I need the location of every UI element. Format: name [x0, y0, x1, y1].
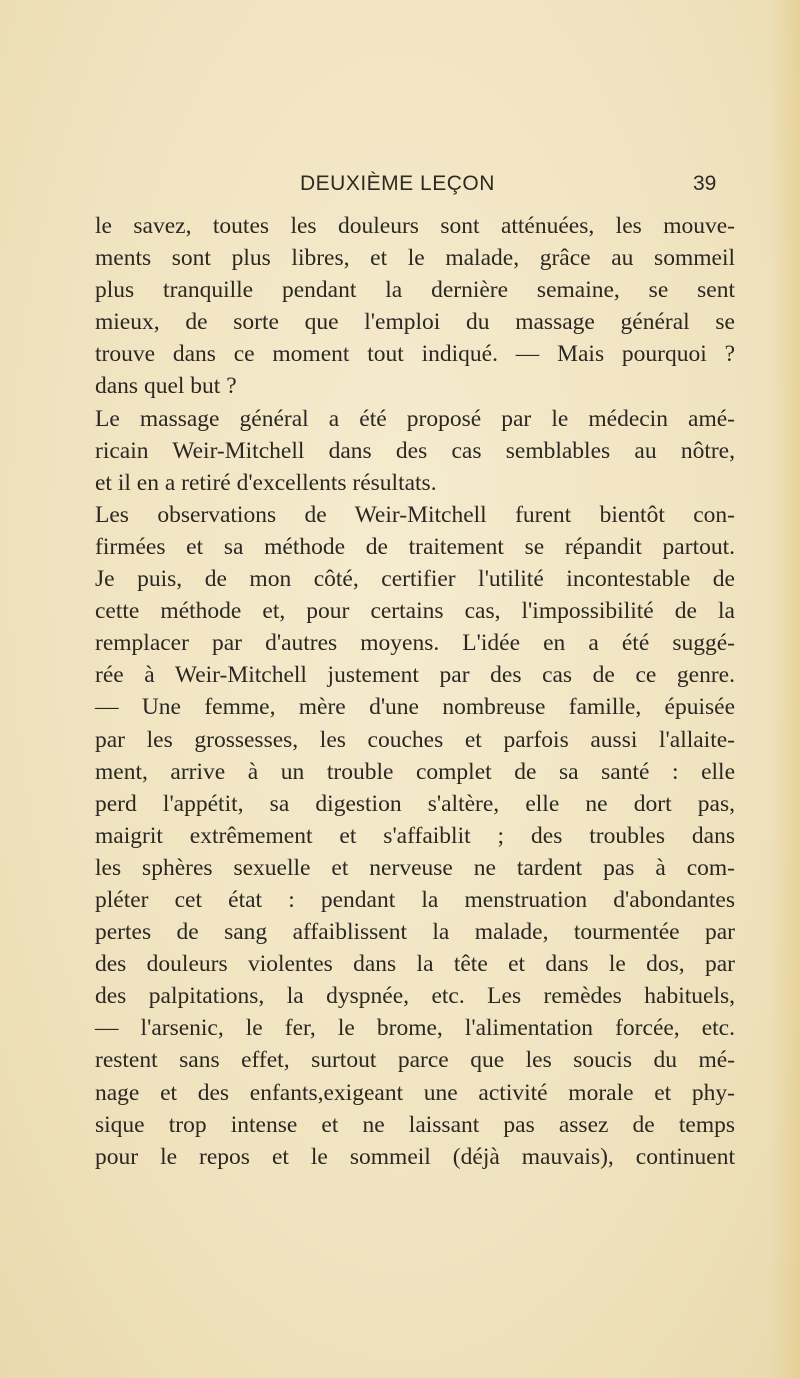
text-line: les sphères sexuelle et nerveuse ne tardent pas à com- — [95, 854, 735, 881]
text-line: pléter cet état : pendant la menstruation d'abondantes — [95, 886, 735, 913]
text-line: firmées et sa méthode de traitement se répandit partout. — [95, 533, 735, 560]
text-line: plus tranquille pendant la dernière semaine, se sent — [95, 277, 735, 304]
text-line: sique trop intense et ne laissant pas assez de temps — [95, 1111, 735, 1138]
text-line: Les observations de Weir-Mitchell furent bientôt con- — [95, 501, 735, 528]
text-line: mieux, de sorte que l'emploi du massage général se — [95, 309, 735, 336]
text-line: Je puis, de mon côté, certifier l'utilité incontestable de — [95, 566, 735, 593]
body-text — [95, 210, 735, 1173]
text-line: par les grossesses, les couches et parfois aussi l'allaite- — [95, 726, 735, 753]
page-edge-shading — [770, 0, 800, 1378]
text-line: des douleurs violentes dans la tête et dans le dos, par — [95, 951, 735, 978]
running-title: DEUXIÈME LEÇON — [300, 172, 495, 195]
text-line: — Une femme, mère d'une nombreuse famille, épuisée — [95, 694, 735, 721]
text-line: cette méthode et, pour certains cas, l'impossibilité de la — [95, 598, 735, 625]
text-line: ments sont plus libres, et le malade, grâce au sommeil — [95, 245, 735, 272]
text-line: perd l'appétit, sa digestion s'altère, elle ne dort pas, — [95, 790, 735, 817]
text-line: et il en a retiré d'excellents résultats. — [95, 469, 437, 496]
running-head — [0, 172, 800, 202]
text-line: des palpitations, la dyspnée, etc. Les remèdes habituels, — [95, 983, 735, 1010]
text-line: remplacer par d'autres moyens. L'idée en a été suggé- — [95, 630, 735, 657]
text-line: pertes de sang affaiblissent la malade, tourmentée par — [95, 919, 735, 946]
page-number: 39 — [693, 172, 717, 195]
text-line: Le massage général a été proposé par le médecin amé- — [95, 405, 735, 432]
text-line: ment, arrive à un trouble complet de sa santé : elle — [95, 758, 735, 785]
text-line: maigrit extrêmement et s'affaiblit ; des troubles dans — [95, 822, 735, 849]
text-line: trouve dans ce moment tout indiqué. — Mais pourquoi ? — [95, 341, 735, 368]
text-line: le savez, toutes les douleurs sont atténuées, les mouve- — [95, 213, 735, 239]
text-line: pour le repos et le sommeil (déjà mauvais), continuent — [95, 1143, 735, 1170]
text-line: rée à Weir-Mitchell justement par des cas de ce genre. — [95, 662, 735, 689]
text-line: — l'arsenic, le fer, le brome, l'alimentation forcée, etc. — [95, 1015, 735, 1042]
text-line: ricain Weir-Mitchell dans des cas semblables au nôtre, — [95, 437, 735, 464]
text-line: restent sans effet, surtout parce que les soucis du mé- — [95, 1047, 735, 1074]
text-line: dans quel but ? — [95, 373, 237, 400]
text-line: nage et des enfants,exigeant une activité morale et phy- — [95, 1079, 735, 1106]
